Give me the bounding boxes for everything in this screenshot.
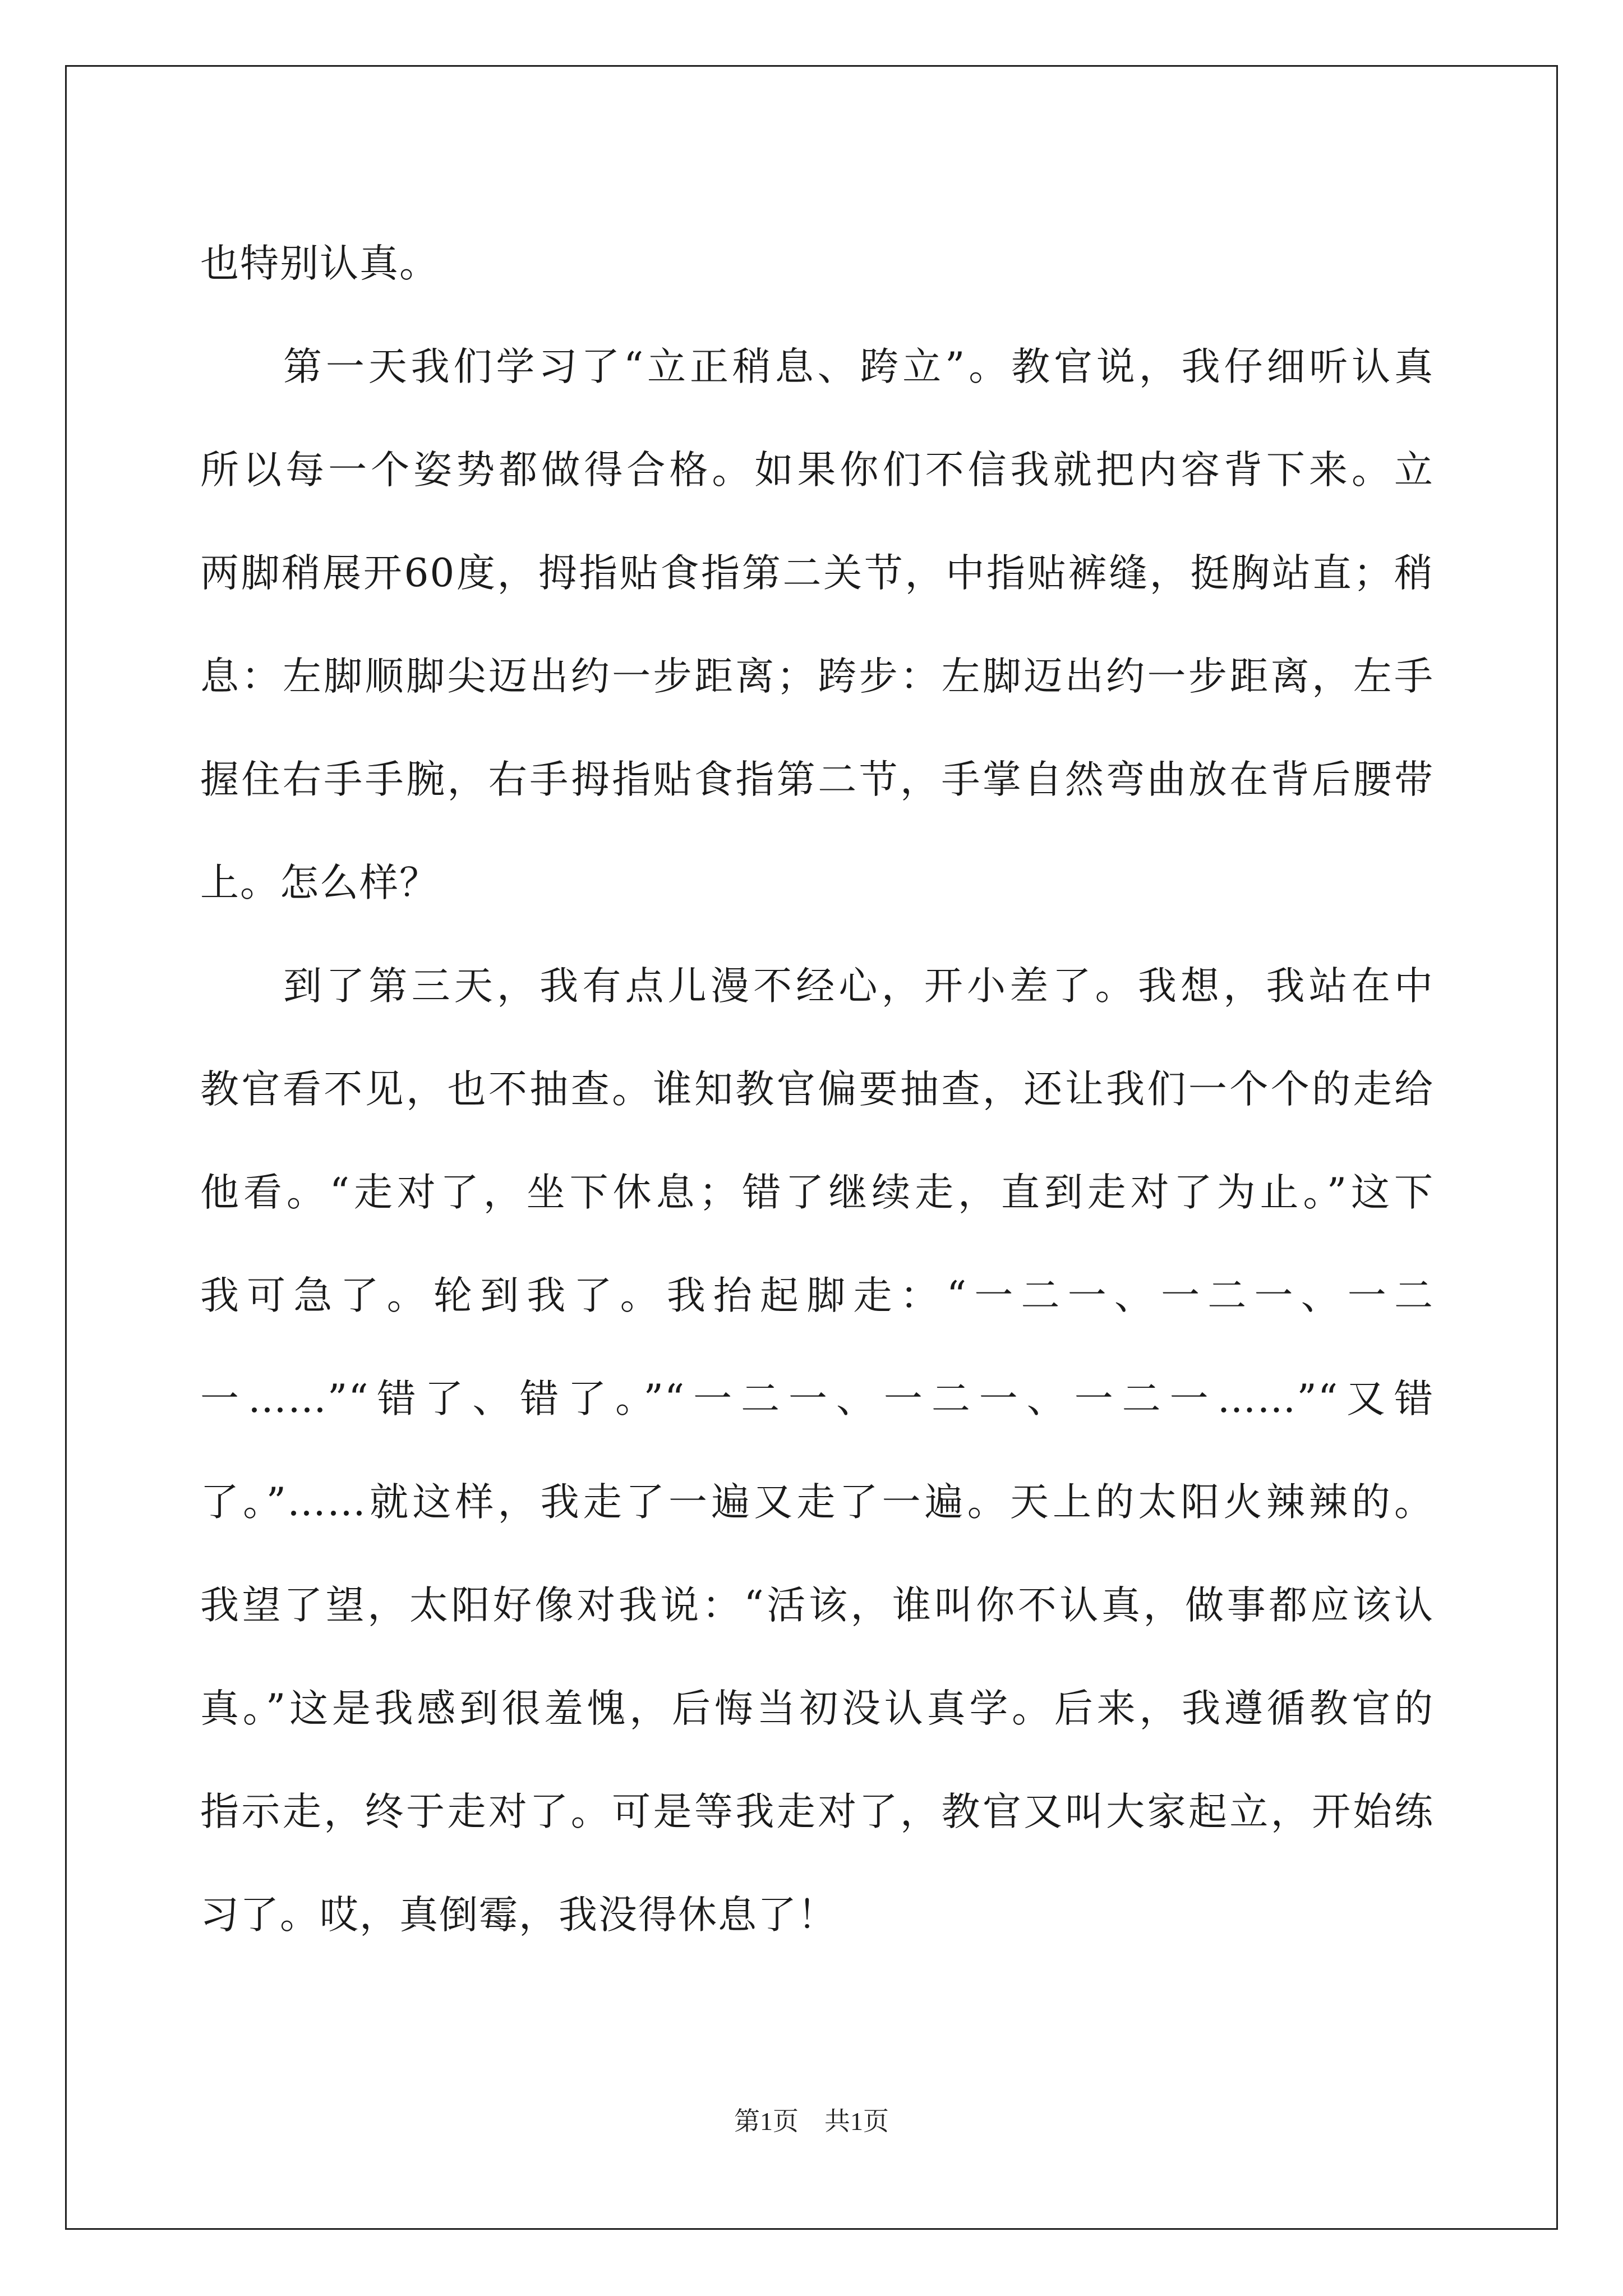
- text-line: 教官看不见，也不抽查。谁知教官偏要抽查，还让我们一个个的走给: [200, 1067, 1434, 1112]
- text-line: 两脚稍展开60度，拇指贴食指第二关节，中指贴裤缝，挺胸站直；稍: [200, 551, 1434, 596]
- text-line: 真。”这是我感到很羞愧，后悔当初没认真学。后来，我遵循教官的: [200, 1686, 1434, 1731]
- text-line: 所以每一个姿势都做得合格。如果你们不信我就把内容背下来。立: [200, 448, 1434, 493]
- text-line: 握住右手手腕，右手拇指贴食指第二节，手掌自然弯曲放在背后腰带: [200, 757, 1434, 802]
- text-line: 也特别认真。: [200, 241, 439, 286]
- page-number: 第1页: [734, 2107, 799, 2136]
- text-line: 他看。“走对了，坐下休息；错了继续走，直到走对了为止。”这下: [200, 1170, 1434, 1215]
- page-total: 共1页: [824, 2107, 889, 2136]
- text-line: 指示走，终于走对了。可是等我走对了，教官又叫大家起立，开始练: [200, 1789, 1434, 1834]
- text-line: 习了。哎，真倒霉，我没得休息了！: [200, 1893, 837, 1938]
- text-line: 我可急了。轮到我了。我抬起脚走：“一二一、一二一、一二: [200, 1273, 1434, 1318]
- text-line: 到了第三天，我有点儿漫不经心，开小差了。我想，我站在中: [283, 964, 1434, 1009]
- text-line: 第一天我们学习了“立正稍息、跨立”。教官说，我仔细听认真: [283, 344, 1434, 389]
- text-line: 我望了望，太阳好像对我说：“活该，谁叫你不认真，做事都应该认: [200, 1583, 1434, 1628]
- text-line: 上。怎么样？: [200, 861, 439, 905]
- page-footer: [0, 2101, 1623, 2138]
- document-body: [200, 212, 1434, 1967]
- text-line: 一……”“错了、错了。”“一二一、一二一、一二一……”“又错: [200, 1377, 1434, 1421]
- text-line: 息：左脚顺脚尖迈出约一步距离；跨步：左脚迈出约一步距离，左手: [200, 654, 1434, 699]
- text-line: 了。”……就这样，我走了一遍又走了一遍。天上的太阳火辣辣的。: [200, 1480, 1434, 1525]
